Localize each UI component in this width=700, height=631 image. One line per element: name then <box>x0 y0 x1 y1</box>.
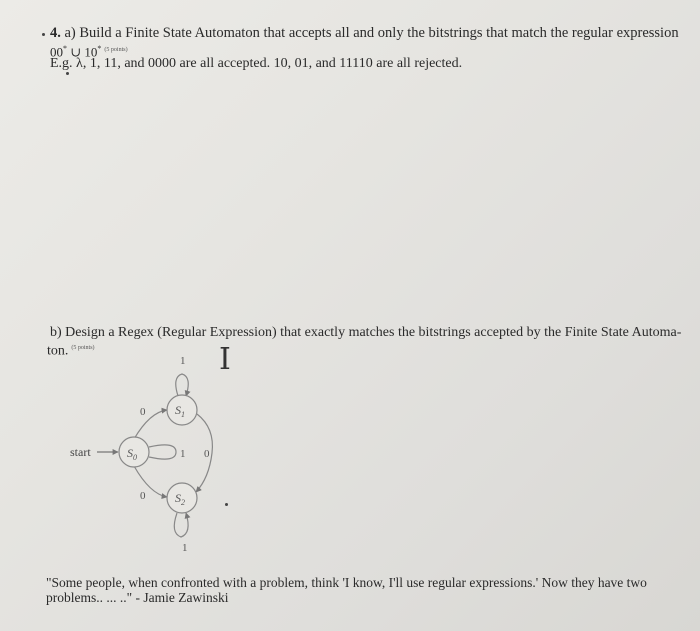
question-4b-prompt: b) Design a Regex (Regular Expression) that exactly matches the bitstrings accepted by the Finite State Automa- <box>50 325 682 340</box>
question-4a-text: a) Build a Finite State Automaton that accepts all and only the bitstrings that match the regular expression <box>60 25 679 41</box>
edge-label-s1-s2: 0 <box>204 448 210 460</box>
edge-s0-s2 <box>134 466 167 497</box>
edge-label-s1-loop: 1 <box>180 355 186 367</box>
quote-line-1: "Some people, when confronted with a problem, think 'I know, I'll use regular expressions.' Now they have two <box>46 575 647 590</box>
state-s2-label: $S_2$ <box>175 491 185 507</box>
question-4b-text-end: ton. <box>47 343 69 359</box>
edge-label-s0-s1: 0 <box>140 406 146 418</box>
state-s0 <box>119 437 149 467</box>
s2-self-loop <box>174 513 188 537</box>
points-label-a: (5 points) <box>104 47 128 53</box>
regex-part-1: 00 <box>50 44 63 60</box>
s1-self-loop <box>176 374 189 396</box>
question-number: 4. <box>50 25 61 41</box>
examples-line: E.g. λ, 1, 11, and 0000 are all accepted. 10, 01, and 11110 are all rejected. <box>50 56 463 71</box>
edge-s0-self-right <box>149 445 176 459</box>
regex-union-part: ∪ 10 <box>67 44 98 60</box>
text-cursor-icon: I <box>219 342 231 377</box>
start-label: start <box>70 445 91 459</box>
state-s0-label: $S_0$ <box>127 446 137 462</box>
edge-label-s2-loop: 1 <box>182 542 188 554</box>
edge-s0-s1 <box>134 410 167 439</box>
speck-mark-2 <box>225 503 228 506</box>
points-label-b: (5 points) <box>71 345 95 351</box>
regex-star-1: * <box>63 44 67 53</box>
state-s1-label: $S_1$ <box>175 403 185 419</box>
quote-line-2: problems.. ... .." - Jamie Zawinski <box>46 590 229 605</box>
edge-label-s0-right: 1 <box>180 448 186 460</box>
edge-label-s0-s2: 0 <box>140 490 146 502</box>
regex-star-2: * <box>97 44 102 53</box>
